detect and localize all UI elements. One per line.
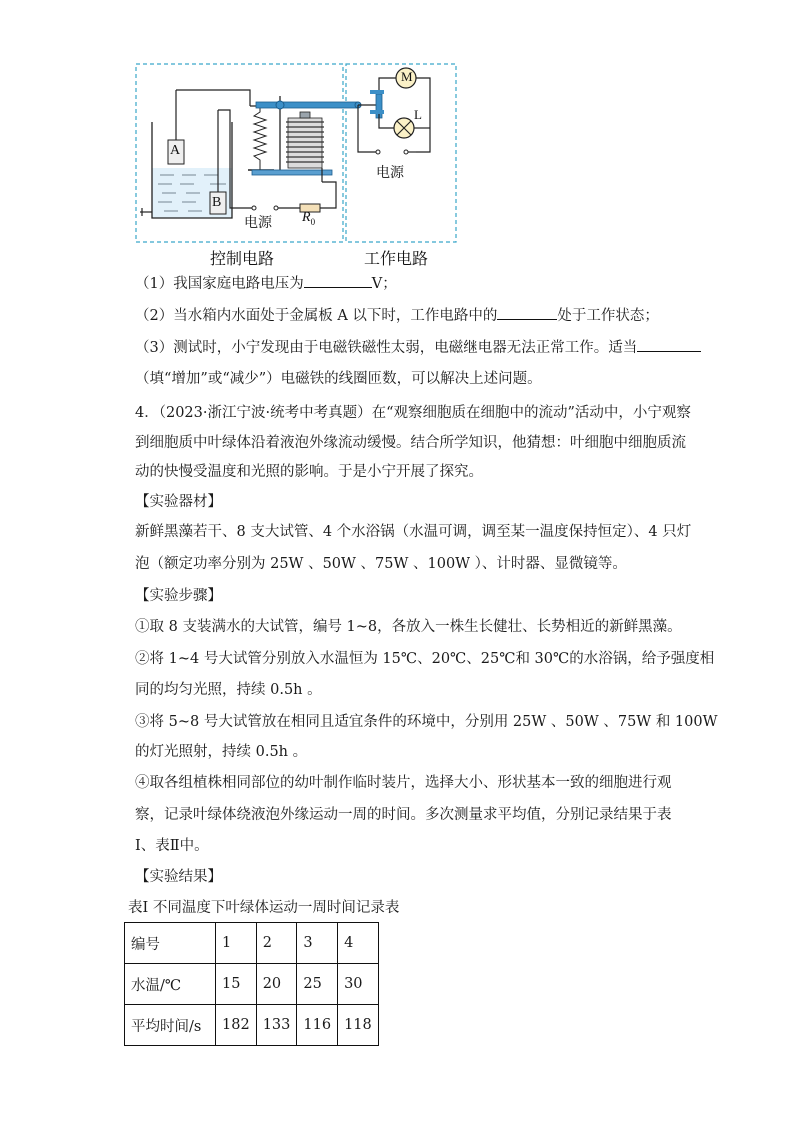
resistor-label-main: R <box>302 210 311 225</box>
question-1-text: （1）我国家庭电路电压为 <box>135 276 304 292</box>
control-circuit-caption: 控制电路 <box>210 249 275 268</box>
question-3-line-2: （填“增加”或“减少”）电磁铁的线圈匝数，可以解决上述问题。 <box>135 371 542 387</box>
table-cell: 4 <box>338 923 379 964</box>
table-cell: 水温/℃ <box>125 964 216 1005</box>
problem-4-intro-1: 4．（2023·浙江宁波·统考中考真题）在“观察细胞质在细胞中的流动”活动中，小宁观察 <box>135 405 691 421</box>
materials-line-1: 新鲜黑藻若干、8 支大试管、4 个水浴锅（水温可调，调至某一温度保持恒定）、4 只灯 <box>135 524 692 540</box>
electromagnet-coil <box>286 112 324 168</box>
relay-armature <box>256 102 358 108</box>
table-row <box>125 964 379 1005</box>
table-cell: 编号 <box>125 923 216 964</box>
relay-spring <box>248 106 274 170</box>
problem-4-intro-3: 动的快慢受温度和光照的影响。于是小宁开展了探究。 <box>135 464 483 480</box>
relay-circuit-figure <box>130 60 462 272</box>
temperature-table <box>124 922 379 1046</box>
table-cell: 182 <box>216 1005 257 1046</box>
materials-line-2: 泡（额定功率分别为 25W 、50W 、75W 、100W ）、计时器、显微镜等。 <box>135 556 627 572</box>
resistor-label-sub: 0 <box>310 216 316 227</box>
electrode-a-label: A <box>170 143 181 158</box>
materials-heading: 【实验器材】 <box>135 494 222 510</box>
step-3-line-1: ③将 5~8 号大试管放在相同且适宜条件的环境中，分别用 25W 、50W 、75W 和 100W <box>135 714 718 730</box>
problem-4-intro-2: 到细胞质中叶绿体沿着液泡外缘流动缓慢。结合所学知识，他猜想：叶细胞中细胞质流 <box>135 435 686 451</box>
work-circuit-frame <box>346 64 456 242</box>
resistor-label <box>302 210 315 227</box>
question-2 <box>135 305 659 326</box>
work-power-label: 电源 <box>376 165 404 181</box>
relay-base <box>252 170 332 175</box>
circuit-diagram <box>130 60 462 272</box>
answer-blank-2[interactable] <box>497 305 557 320</box>
table-cell: 20 <box>256 964 297 1005</box>
table-cell: 1 <box>216 923 257 964</box>
step-4-line-1: ④取各组植株相同部位的幼叶制作临时装片，选择大小、形状基本一致的细胞进行观 <box>135 775 672 791</box>
table-cell: 3 <box>297 923 338 964</box>
table-cell: 116 <box>297 1005 338 1046</box>
table-cell: 25 <box>297 964 338 1005</box>
table-cell: 118 <box>338 1005 379 1046</box>
step-1: ①取 8 支装满水的大试管，编号 1~8，各放入一株生长健壮、长势相近的新鲜黑藻。 <box>135 619 682 635</box>
control-power-label: 电源 <box>244 215 272 231</box>
table-cell: 平均时间/s <box>125 1005 216 1046</box>
step-3-line-2: 的灯光照射，持续 0.5h 。 <box>135 744 308 760</box>
electrode-b-label: B <box>212 195 222 210</box>
table-cell: 133 <box>256 1005 297 1046</box>
table-cell: 15 <box>216 964 257 1005</box>
results-heading: 【实验结果】 <box>135 869 222 885</box>
table-row <box>125 923 379 964</box>
question-1 <box>135 273 397 294</box>
table-cell: 30 <box>338 964 379 1005</box>
lamp-label: L <box>414 107 422 122</box>
question-3-text: （3）测试时，小宁发现由于电磁铁磁性太弱，电磁继电器无法正常工作。适当 <box>135 340 638 356</box>
motor-label: M <box>401 69 413 84</box>
answer-blank-1[interactable] <box>304 273 372 288</box>
table-cell: 2 <box>256 923 297 964</box>
lamp-symbol <box>394 118 414 138</box>
step-4-line-3: Ⅰ、表Ⅱ中。 <box>135 838 209 854</box>
steps-heading: 【实验步骤】 <box>135 588 222 604</box>
question-1-unit: V； <box>371 276 397 292</box>
work-circuit-caption: 工作电路 <box>364 249 429 268</box>
step-2-line-2: 同的均匀光照，持续 0.5h 。 <box>135 682 322 698</box>
step-2-line-1: ②将 1~4 号大试管分别放入水温恒为 15℃、20℃、25℃和 30℃的水浴锅，给予强度相 <box>135 651 715 667</box>
answer-blank-3[interactable] <box>637 337 701 352</box>
question-2-suffix: 处于工作状态； <box>557 308 659 324</box>
table-caption: 表Ⅰ 不同温度下叶绿体运动一周时间记录表 <box>128 900 400 916</box>
table-row <box>125 1005 379 1046</box>
question-2-text: （2）当水箱内水面处于金属板 A 以下时，工作电路中的 <box>135 308 498 324</box>
question-3-line-1 <box>135 337 701 358</box>
step-4-line-2: 察，记录叶绿体绕液泡外缘运动一周的时间。多次测量求平均值，分别记录结果于表 <box>135 807 672 823</box>
